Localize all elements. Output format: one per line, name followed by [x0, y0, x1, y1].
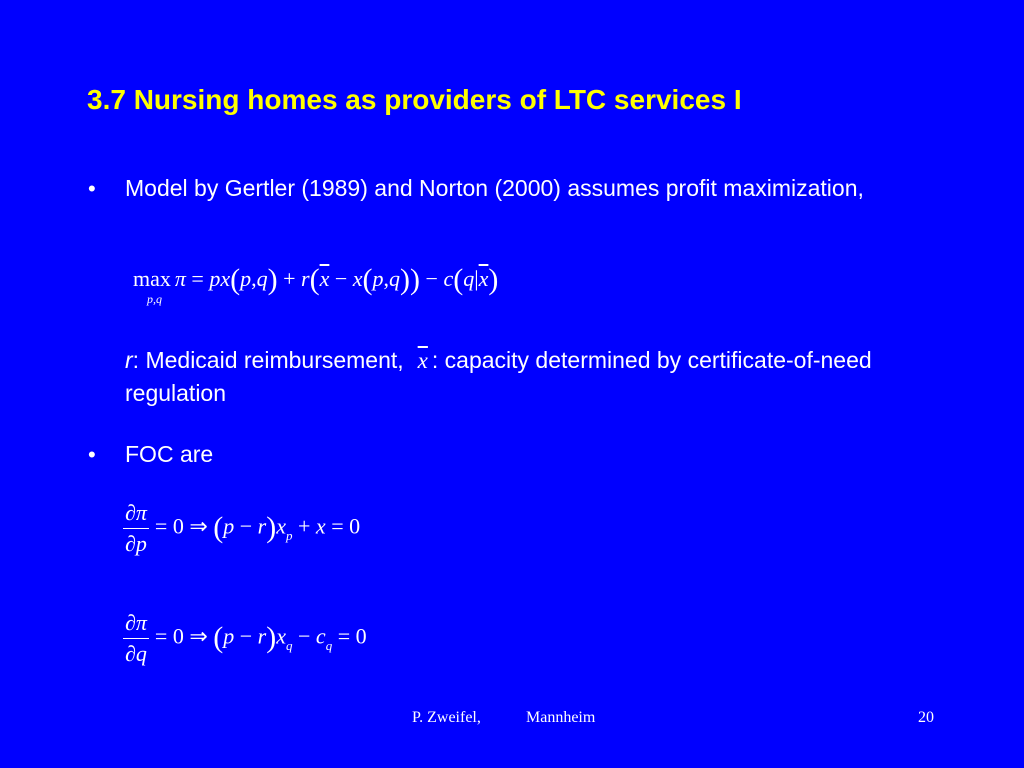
- condition-text: [125, 344, 885, 409]
- slide-title: 3.7 Nursing homes as providers of LTC services I: [87, 84, 742, 115]
- bullet-marker: •: [88, 442, 96, 467]
- bullet-model: Model by Gertler (1989) and Norton (2000) assumes profit maximization,: [125, 175, 864, 201]
- profit-max-equation: max p,q $\pi = px(p,q) + r(\overline{x} - x(p,q)) - c(q|\overline{x})$: [133, 263, 499, 306]
- bullet-marker: •: [88, 176, 96, 201]
- foc-price-equation: $\frac{\partial\pi}{\partial p}$ = 0 ⇒ $(p - r)x_p + x = 0$: [125, 500, 361, 556]
- page-number: 20: [918, 709, 934, 726]
- symbol-r: r: [125, 347, 133, 373]
- footer-place: Mannheim: [526, 709, 596, 726]
- symbol-xbar: $\overline{x}$: [417, 348, 428, 373]
- capacity-label: : capacity determined by certificate-of-need regulation: [125, 347, 872, 406]
- footer-author: P. Zweifel,: [412, 709, 481, 726]
- foc-quality-equation: $\frac{\partial\pi}{\partial q}$ = 0 ⇒ $(p - r)x_q - c_q = 0$: [125, 610, 367, 666]
- bullet-foc: FOC are: [125, 441, 214, 467]
- reimbursement-label: : Medicaid reimbursement,: [132, 347, 404, 373]
